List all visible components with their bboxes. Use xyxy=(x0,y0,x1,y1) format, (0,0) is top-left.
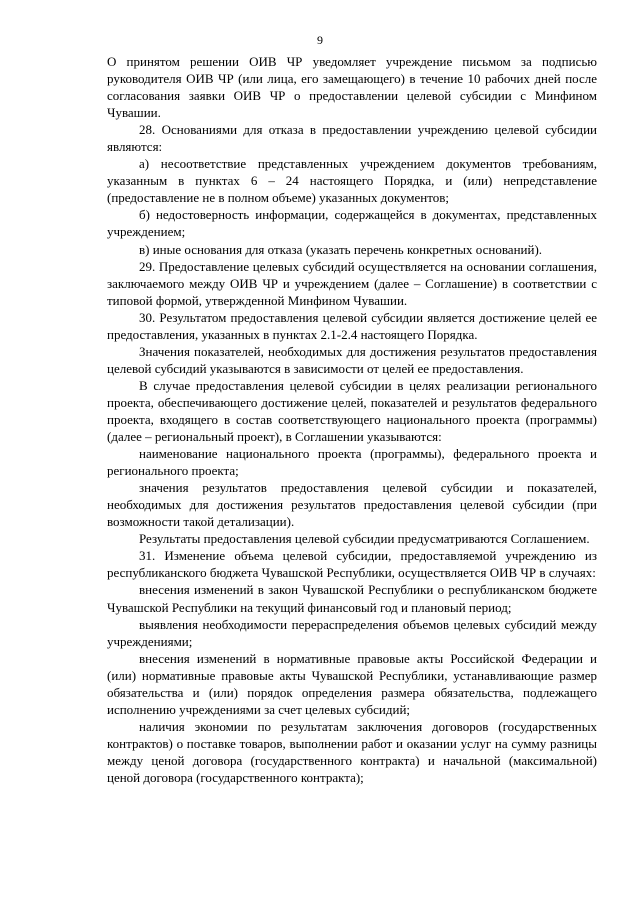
paragraph-28-item-a: а) несоответствие представленных учреждением документов требованиям, указанным в пунктах 6 – 24 настоящего Порядка, и (или) непредставление (предоставление не в полном объеме) указанных документов; xyxy=(107,156,597,206)
paragraph-regional-project: В случае предоставления целевой субсидии в целях реализации регионального проекта, обеспечивающего достижение целей, показателей и результатов федерального проекта, входящего в состав соответствующего национального проекта (программы) (далее – региональный проект), в Соглашении указываются: xyxy=(107,377,597,445)
paragraph-28-refusal-grounds: 28. Основаниями для отказа в предоставлении учреждению целевой субсидии являются: xyxy=(107,122,597,155)
paragraph-notification: О принятом решении ОИВ ЧР уведомляет учреждение письмом за подписью руководителя ОИВ ЧР (или лица, его замещающего) в течение 10 рабочих дней после согласования заявки ОИВ ЧР о предоставлении целевой субсидии с Минфином Чувашии. xyxy=(107,54,597,121)
paragraph-project-names: наименование национального проекта (программы), федерального проекта и регионального проекта; xyxy=(107,446,597,479)
paragraph-results-agreement: Результаты предоставления целевой субсидии предусматриваются Соглашением. xyxy=(139,531,590,547)
paragraph-indicator-values: Значения показателей, необходимых для достижения результатов предоставления целевой субсидий указываются в зависимости от целей ее предоставления. xyxy=(107,343,597,376)
document-body xyxy=(107,53,597,786)
paragraph-28-item-c: в) иные основания для отказа (указать перечень конкретных оснований). xyxy=(139,241,543,257)
page-number: 9 xyxy=(317,33,323,47)
paragraph-31-volume-change: 31. Изменение объема целевой субсидии, предоставляемой учреждению из республиканского бюджета Чувашской Республики, осуществляется ОИВ ЧР в случаях: xyxy=(107,548,597,581)
paragraph-31-redistribution: выявления необходимости перераспределения объемов целевых субсидий между учреждениями; xyxy=(107,616,597,649)
paragraph-28-item-b: б) недостоверность информации, содержащейся в документах, представленных учреждением; xyxy=(107,207,597,240)
paragraph-30-result: 30. Результатом предоставления целевой субсидии является достижение целей ее предоставления, указанных в пунктах 2.1-2.4 настоящего Порядка. xyxy=(107,309,597,342)
paragraph-31-normative-acts: внесения изменений в нормативные правовые акты Российской Федерации и (или) нормативные правовые акты Чувашской Республики, устанавливающие размер обязательства и (или) порядок определения размера обязательства, подлежащего исполнению учреждениями за счет целевых субсидий; xyxy=(107,650,597,717)
paragraph-31-savings: наличия экономии по результатам заключения договоров (государственных контрактов) о поставке товаров, выполнении работ и оказании услуг на сумму разницы между ценой договора (государственного контракта) и начальной (максимальной) ценой договора (государственного контракта); xyxy=(107,718,597,785)
paragraph-29-agreement: 29. Предоставление целевых субсидий осуществляется на основании соглашения, заключаемого между ОИВ ЧР и учреждением (далее – Соглашение) в соответствии с типовой формой, утвержденной Минфином Чувашии. xyxy=(107,258,597,308)
paragraph-result-values: значения результатов предоставления целевой субсидии и показателей, необходимых для достижения результатов предоставления целевой субсидии (при возможности такой детализации). xyxy=(107,480,597,530)
paragraph-31-budget-law: внесения изменений в закон Чувашской Республики о республиканском бюджете Чувашской Республики на текущий финансовый год и плановый период; xyxy=(107,582,597,615)
